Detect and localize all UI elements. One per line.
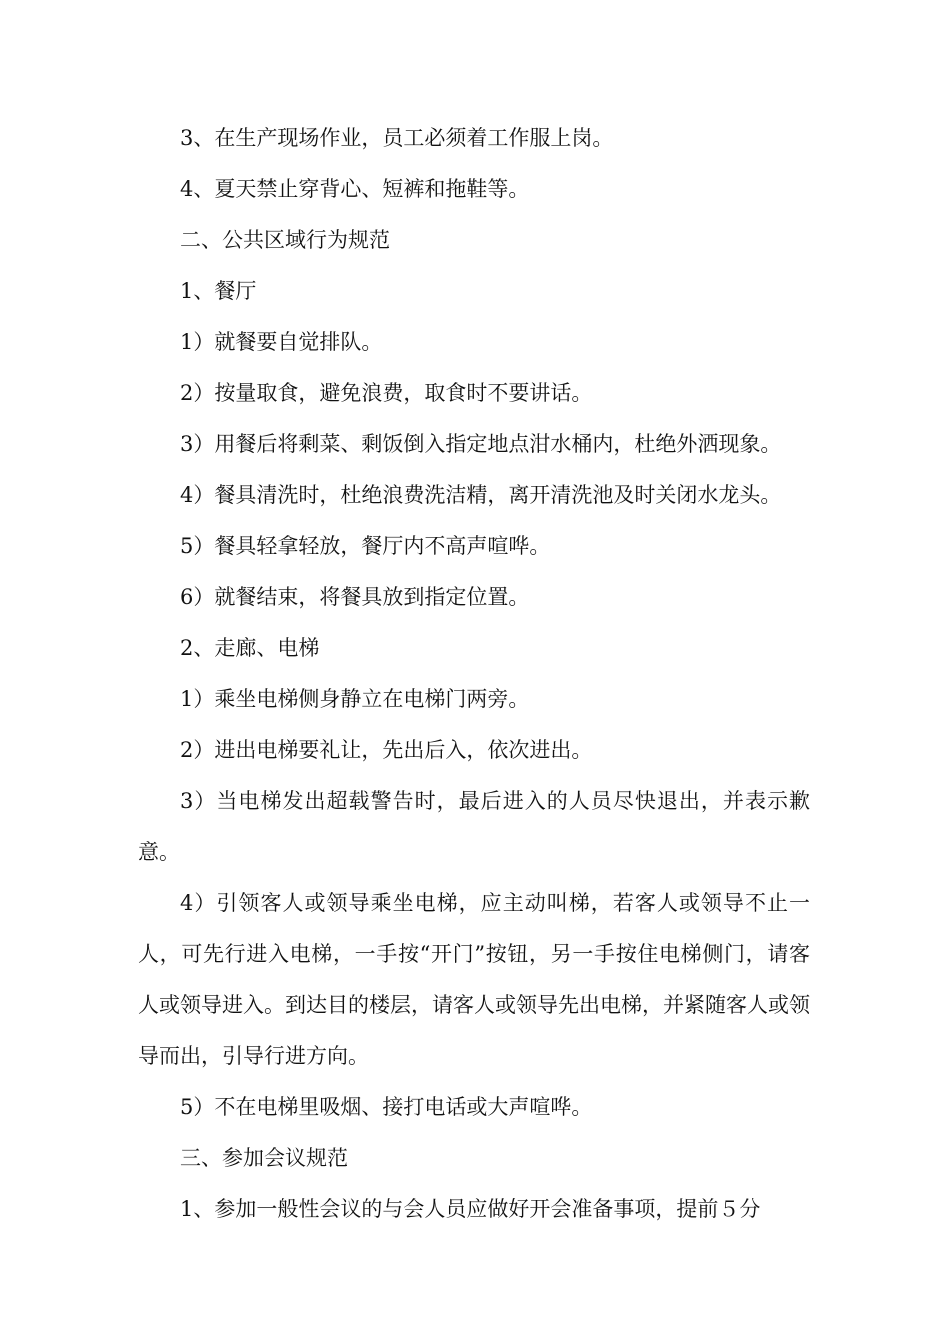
paragraph-canteen-1: 1）就餐要自觉排队。 bbox=[180, 330, 383, 354]
paragraph-canteen-5: 5）餐具轻拿轻放，餐厅内不高声喧哗。 bbox=[180, 534, 551, 558]
paragraph-dress-rule-3: 3、在生产现场作业，员工必须着工作服上岗。 bbox=[180, 126, 614, 150]
section-heading-meetings: 三、参加会议规范 bbox=[180, 1146, 348, 1170]
subheading-canteen: 1、餐厅 bbox=[180, 279, 257, 303]
paragraph-elevator-2: 2）进出电梯要礼让，先出后入，依次进出。 bbox=[180, 738, 593, 762]
paragraph-elevator-3: 3）当电梯发出超载警告时，最后进入的人员尽快退出，并表示歉意。 bbox=[138, 789, 810, 864]
paragraph-elevator-1: 1）乘坐电梯侧身静立在电梯门两旁。 bbox=[180, 687, 530, 711]
paragraph-canteen-2: 2）按量取食，避免浪费，取食时不要讲话。 bbox=[180, 381, 593, 405]
document-body bbox=[138, 113, 810, 1235]
paragraph-canteen-6: 6）就餐结束，将餐具放到指定位置。 bbox=[180, 585, 530, 609]
paragraph-dress-rule-4: 4、夏天禁止穿背心、短裤和拖鞋等。 bbox=[180, 177, 530, 201]
section-heading-public-areas: 二、公共区域行为规范 bbox=[180, 228, 390, 252]
paragraph-elevator-5: 5）不在电梯里吸烟、接打电话或大声喧哗。 bbox=[180, 1095, 593, 1119]
paragraph-canteen-3: 3）用餐后将剩菜、剩饭倒入指定地点泔水桶内，杜绝外洒现象。 bbox=[180, 432, 782, 456]
paragraph-canteen-4: 4）餐具清洗时，杜绝浪费洗洁精，离开清洗池及时关闭水龙头。 bbox=[180, 483, 782, 507]
paragraph-meeting-1: 1、参加一般性会议的与会人员应做好开会准备事项，提前５分 bbox=[180, 1197, 761, 1221]
paragraph-elevator-4: 4）引领客人或领导乘坐电梯，应主动叫梯，若客人或领导不止一人，可先行进入电梯，一手按“开门”按钮，另一手按住电梯侧门，请客人或领导进入。到达目的楼层，请客人或领导先出电梯，并紧随客人或领导而出，引导行进方向。 bbox=[138, 891, 810, 1068]
subheading-corridor-elevator: 2、走廊、电梯 bbox=[180, 636, 320, 660]
